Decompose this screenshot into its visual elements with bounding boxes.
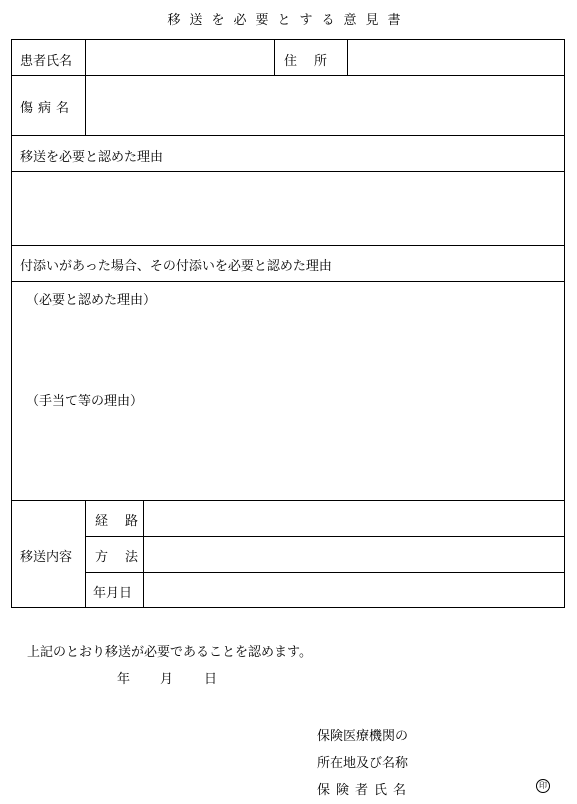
attendant-label: 付添いがあった場合、その付添いを必要と認めた理由	[20, 259, 332, 274]
address-field[interactable]	[348, 40, 564, 75]
reason-field[interactable]	[12, 172, 564, 245]
date-day: 日	[204, 672, 218, 687]
address-label: 住 所	[284, 54, 330, 69]
opinion-form	[11, 39, 565, 608]
attendant-reason-field[interactable]	[12, 282, 564, 500]
document-title: 移送を必要とする意見書	[167, 13, 410, 28]
route-field[interactable]	[144, 501, 564, 536]
patient-name-label: 患者氏名	[20, 54, 73, 69]
row-divider	[12, 135, 564, 136]
method-label: 方 法	[95, 550, 141, 565]
date-year: 年	[117, 672, 131, 687]
col-divider	[274, 40, 275, 75]
transport-label: 移送内容	[20, 550, 73, 565]
attendant-reason-label: （必要と認めた理由）	[26, 293, 157, 308]
institution-line2: 所在地及び名称	[317, 756, 409, 771]
reason-label: 移送を必要と認めた理由	[20, 150, 164, 165]
route-label: 経 路	[95, 514, 141, 529]
statement-text: 上記のとおり移送が必要であることを認めます。	[27, 645, 312, 660]
date-field[interactable]	[144, 573, 564, 608]
date-month: 月	[160, 672, 174, 687]
patient-name-field[interactable]	[86, 40, 274, 75]
institution-line1: 保険医療機関の	[317, 729, 409, 744]
disease-field[interactable]	[86, 76, 564, 135]
method-field[interactable]	[144, 537, 564, 572]
col-divider	[85, 500, 86, 608]
row-divider	[12, 245, 564, 246]
disease-label: 傷病名	[20, 101, 75, 116]
insurer-name-label: 保険者氏名	[317, 783, 413, 798]
seal-mark: 印	[536, 779, 550, 793]
date-label: 年月日	[93, 586, 133, 601]
allowance-reason-label: （手当て等の理由）	[26, 394, 144, 409]
